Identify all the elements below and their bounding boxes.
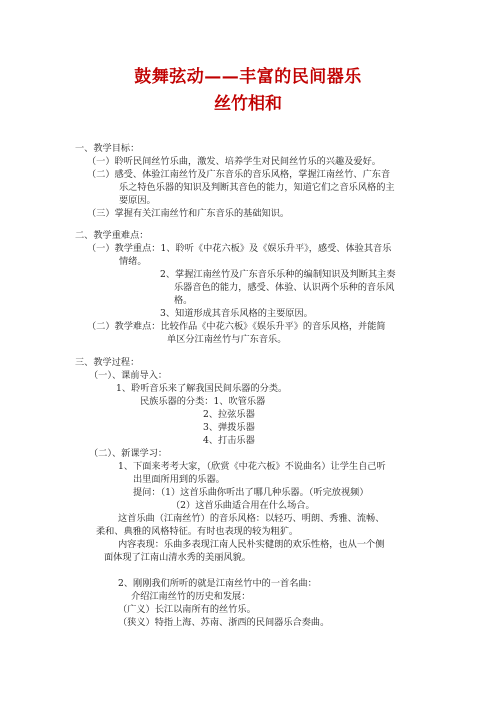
text-line: （一）、课前导入： xyxy=(89,370,168,381)
text-line: （三）掌握有关江南丝竹和广东音乐的基础知识。 xyxy=(87,208,290,219)
text-line: 提问：（1）这首乐曲你听出了哪几种乐器。（听完放视频） xyxy=(133,487,369,498)
text-line: 要原因。 xyxy=(119,195,156,206)
text-line: 3、弹拨乐器 xyxy=(203,422,255,433)
text-line: 民族乐器的分类：1、吹管乐器 xyxy=(140,396,266,407)
text-line: 单区分江南丝竹与广东音乐。 xyxy=(167,334,287,345)
text-line: （2）这首乐曲适合用在什么场合。 xyxy=(171,500,315,511)
text-line: 出里面所用到的乐器。 xyxy=(133,474,225,485)
text-line: 介绍江南丝竹的历史和发展： xyxy=(131,591,251,602)
text-line: 2、掌握江南丝竹及广东音乐乐种的编制知识及判断其主奏 xyxy=(160,269,396,280)
text-line: 情绪。 xyxy=(119,256,147,267)
text-line: 4、打击乐器 xyxy=(203,435,255,446)
text-line: 1、下面来考考大家，（欣赏《中花六板》不说曲名）让学生自己听 xyxy=(118,461,386,472)
text-line: （狭义）特指上海、苏南、浙西的民间器乐合奏曲。 xyxy=(118,617,330,628)
section-heading: 三、教学过程： xyxy=(75,357,140,368)
text-line: （二）教学难点：比较作品《中花六板》《娱乐升平》的音乐风格，并能简 xyxy=(87,321,386,332)
text-line: 内容表现：乐曲多表现江南人民朴实健朗的欢乐性格，也从一个侧 xyxy=(118,539,385,550)
text-line: 2、刚刚我们所听的就是江南丝竹中的一首名曲： xyxy=(118,578,317,589)
text-line: 乐器音色的能力，感受、体验、认识两个乐种的音乐风 xyxy=(174,282,395,293)
text-line: （二）感受、体验江南丝竹及广东音乐的音乐风格，掌握江南丝竹、广东音 xyxy=(87,169,391,180)
text-line: 1、聆听音乐来了解我国民间乐器的分类。 xyxy=(116,383,288,394)
text-line: （二）、新课学习： xyxy=(89,448,168,459)
text-line: 乐之特色乐器的知识及判断其音色的能力，知道它们之音乐风格的主 xyxy=(119,182,395,193)
section-heading: 一、教学目标： xyxy=(75,143,140,154)
text-line: 柔和、典雅的风格特征。有时也表现的较为粗犷。 xyxy=(96,526,299,537)
text-line: （一）聆听民间丝竹乐曲，激发、培养学生对民间丝竹乐的兴趣及爱好。 xyxy=(87,156,381,167)
text-line: 2、拉弦乐器 xyxy=(203,409,255,420)
text-line: （广义）长江以南所有的丝竹乐。 xyxy=(118,604,256,615)
document-title: 鼓舞弦动——丰富的民间器乐 xyxy=(134,67,362,87)
text-line: （一）教学重点：1、聆听《中花六板》及《娱乐升平》，感受、体验其音乐 xyxy=(87,243,392,254)
section-heading: 二、教学重难点： xyxy=(75,230,149,241)
text-line: 格。 xyxy=(174,295,193,306)
text-line: 这首乐曲（江南丝竹）的音乐风格：以轻巧、明朗、秀雅、流畅、 xyxy=(118,513,385,524)
text-line: 面体现了江南山清水秀的美丽风貌。 xyxy=(104,552,251,563)
text-line: 3、知道形成其音乐风格的主要原因。 xyxy=(160,308,313,319)
document-subtitle: 丝竹相和 xyxy=(214,94,282,114)
